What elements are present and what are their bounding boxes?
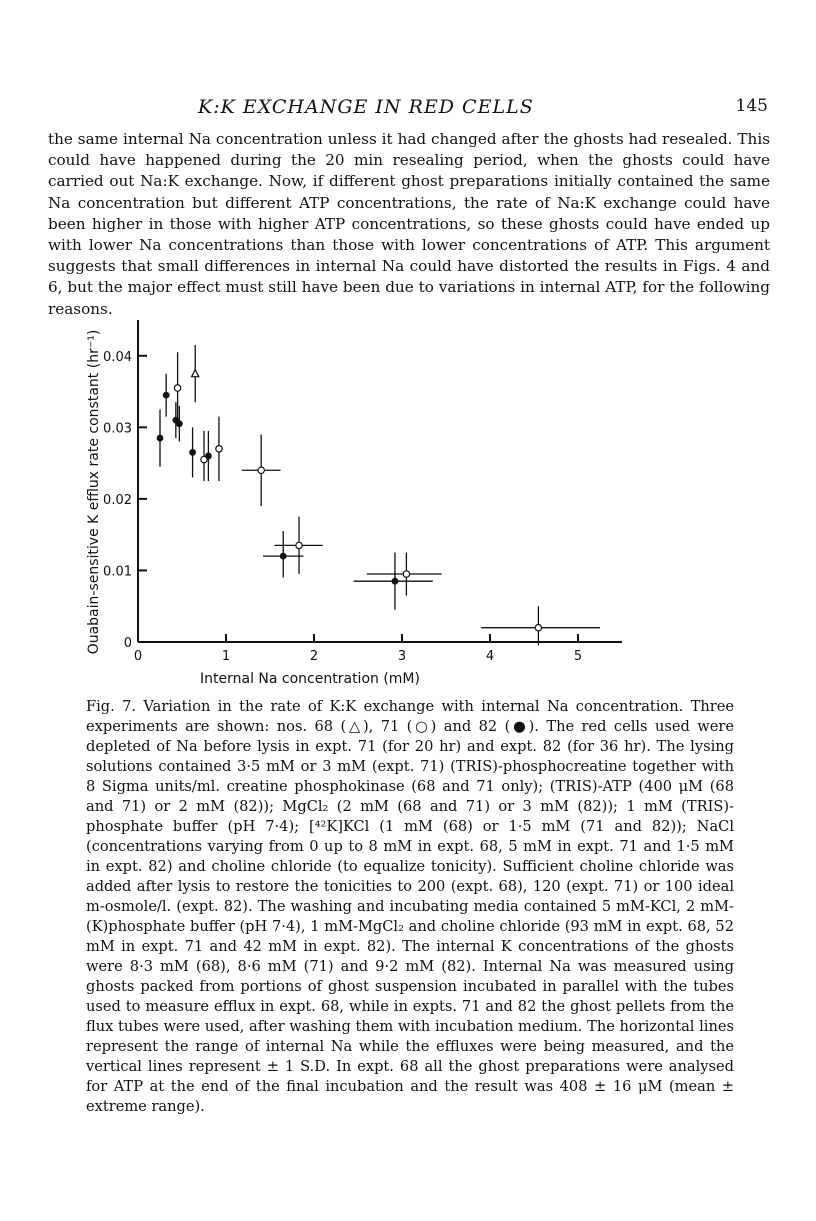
x-tick-label: 0 (133, 649, 143, 664)
data-point-open-circle (535, 624, 541, 630)
x-tick-label: 2 (309, 649, 319, 664)
x-axis-label: Internal Na concentration (mM) (200, 671, 420, 687)
figure-caption: Fig. 7. Variation in the rate of K:K exchange with internal Na concentration. Three experiments are shown: nos. 68 (△), 71 (○) and 82 (●). The red cells used were depleted of Na before lysis in expt. 71 (for 20 hr) and expt. 82 (for 36 hr). The lysing solutions contained 3·5 mM or 3 mM (expt. 71) (TRIS)-phosphocreatine together with 8 Sigma units/ml. creatine phosphokinase (68 and 71 only); (TRIS)-ATP (400 μM (68 and 71) or 2 mM (82)); MgCl₂ (2 mM (68 and 71) or 3 mM (82)); 1 mM (TRIS)-phosphate buffer (pH 7·4); [⁴²K]KCl (1 mM (68) or 1·5 mM (71 and 82)); NaCl (concentrations varying from 0 up to 8 mM in expt. 68, 5 mM in expt. 71 and 1·5 mM in expt. 82) and choline chloride (to equalize tonicity). Sufficient choline chloride was added after lysis to restore the tonicities to 200 (expt. 68), 120 (expt. 71) or 100 ideal m-osmole/l. (expt. 82). The washing and incubating media contained 5 mM-KCl, 2 mM-(K)phosphate buffer (pH 7·4), 1 mM-MgCl₂ and choline chloride (93 mM in expt. 68, 52 mM in expt. 71 and 42 mM in expt. 82). The internal K concentrations of the ghosts were 8·3 mM (68), 8·6 mM (71) and 9·2 mM (82). Internal Na was measured using ghosts packed from portions of ghost suspension incubated in parallel with the tubes used to measure efflux in expt. 68, while in expts. 71 and 82 the ghost pellets from the flux tubes were used, after washing them with incubation medium. The horizontal lines represent the range of internal Na while the effluxes were being measured, and the vertical lines represent ± 1 S.D. In expt. 68 all the ghost preparations were analysed for ATP at the end of the final incubation and the result was 408 ± 16 μM (mean ± extreme range). (86, 698, 734, 1115)
data-point-open-circle (258, 467, 264, 473)
chart-axes (103, 320, 622, 664)
data-point-open-circle (216, 446, 222, 452)
y-tick-label: 0.04 (103, 349, 132, 365)
data-point-filled-circle (392, 578, 399, 585)
data-point-open-circle (174, 385, 180, 391)
x-tick-label: 5 (573, 649, 583, 664)
data-point-open-circle (296, 542, 302, 548)
data-point-filled-circle (280, 553, 287, 560)
page-header (48, 96, 768, 122)
x-tick-label: 3 (397, 649, 407, 664)
chart-marks (157, 345, 600, 646)
x-tick-label: 4 (485, 649, 495, 664)
y-tick-label: 0.03 (103, 421, 132, 437)
data-point-filled-circle (205, 453, 212, 460)
data-point-filled-circle (163, 392, 170, 399)
data-point-open-triangle (192, 370, 199, 377)
data-point-filled-circle (157, 435, 164, 442)
body-paragraph: the same internal Na concentration unless it had changed after the ghosts had resealed. This could have happened during the 20 min resealing period, when the ghosts could have carried out Na:K exchange. Now, if different ghost preparations initially contained the same Na concentration but different ATP concentrations, the rate of Na:K exchange could have been higher in those with higher ATP concentrations, so these ghosts could have ended up with lower Na concentrations than those with lower concentrations of ATP. This argument suggests that small differences in internal Na could have distorted the results in Figs. 4 and 6, but the major effect must still have been due to variations in internal ATP, for the following reasons. (48, 130, 770, 318)
y-axis-label: Ouabain-sensitive K efflux rate constant (hr⁻¹) (86, 329, 102, 655)
y-tick-label: 0.01 (103, 564, 132, 580)
figure-7 (80, 312, 640, 692)
x-tick-label: 1 (221, 649, 231, 664)
y-tick-label: 0.02 (103, 492, 132, 508)
data-point-open-circle (403, 571, 409, 577)
data-point-filled-circle (189, 449, 196, 456)
page-number: 145 (735, 96, 768, 116)
chart (80, 312, 640, 692)
running-title: K:K EXCHANGE IN RED CELLS (198, 96, 534, 118)
data-point-filled-circle (176, 420, 183, 427)
y-tick-label: 0 (123, 636, 132, 651)
